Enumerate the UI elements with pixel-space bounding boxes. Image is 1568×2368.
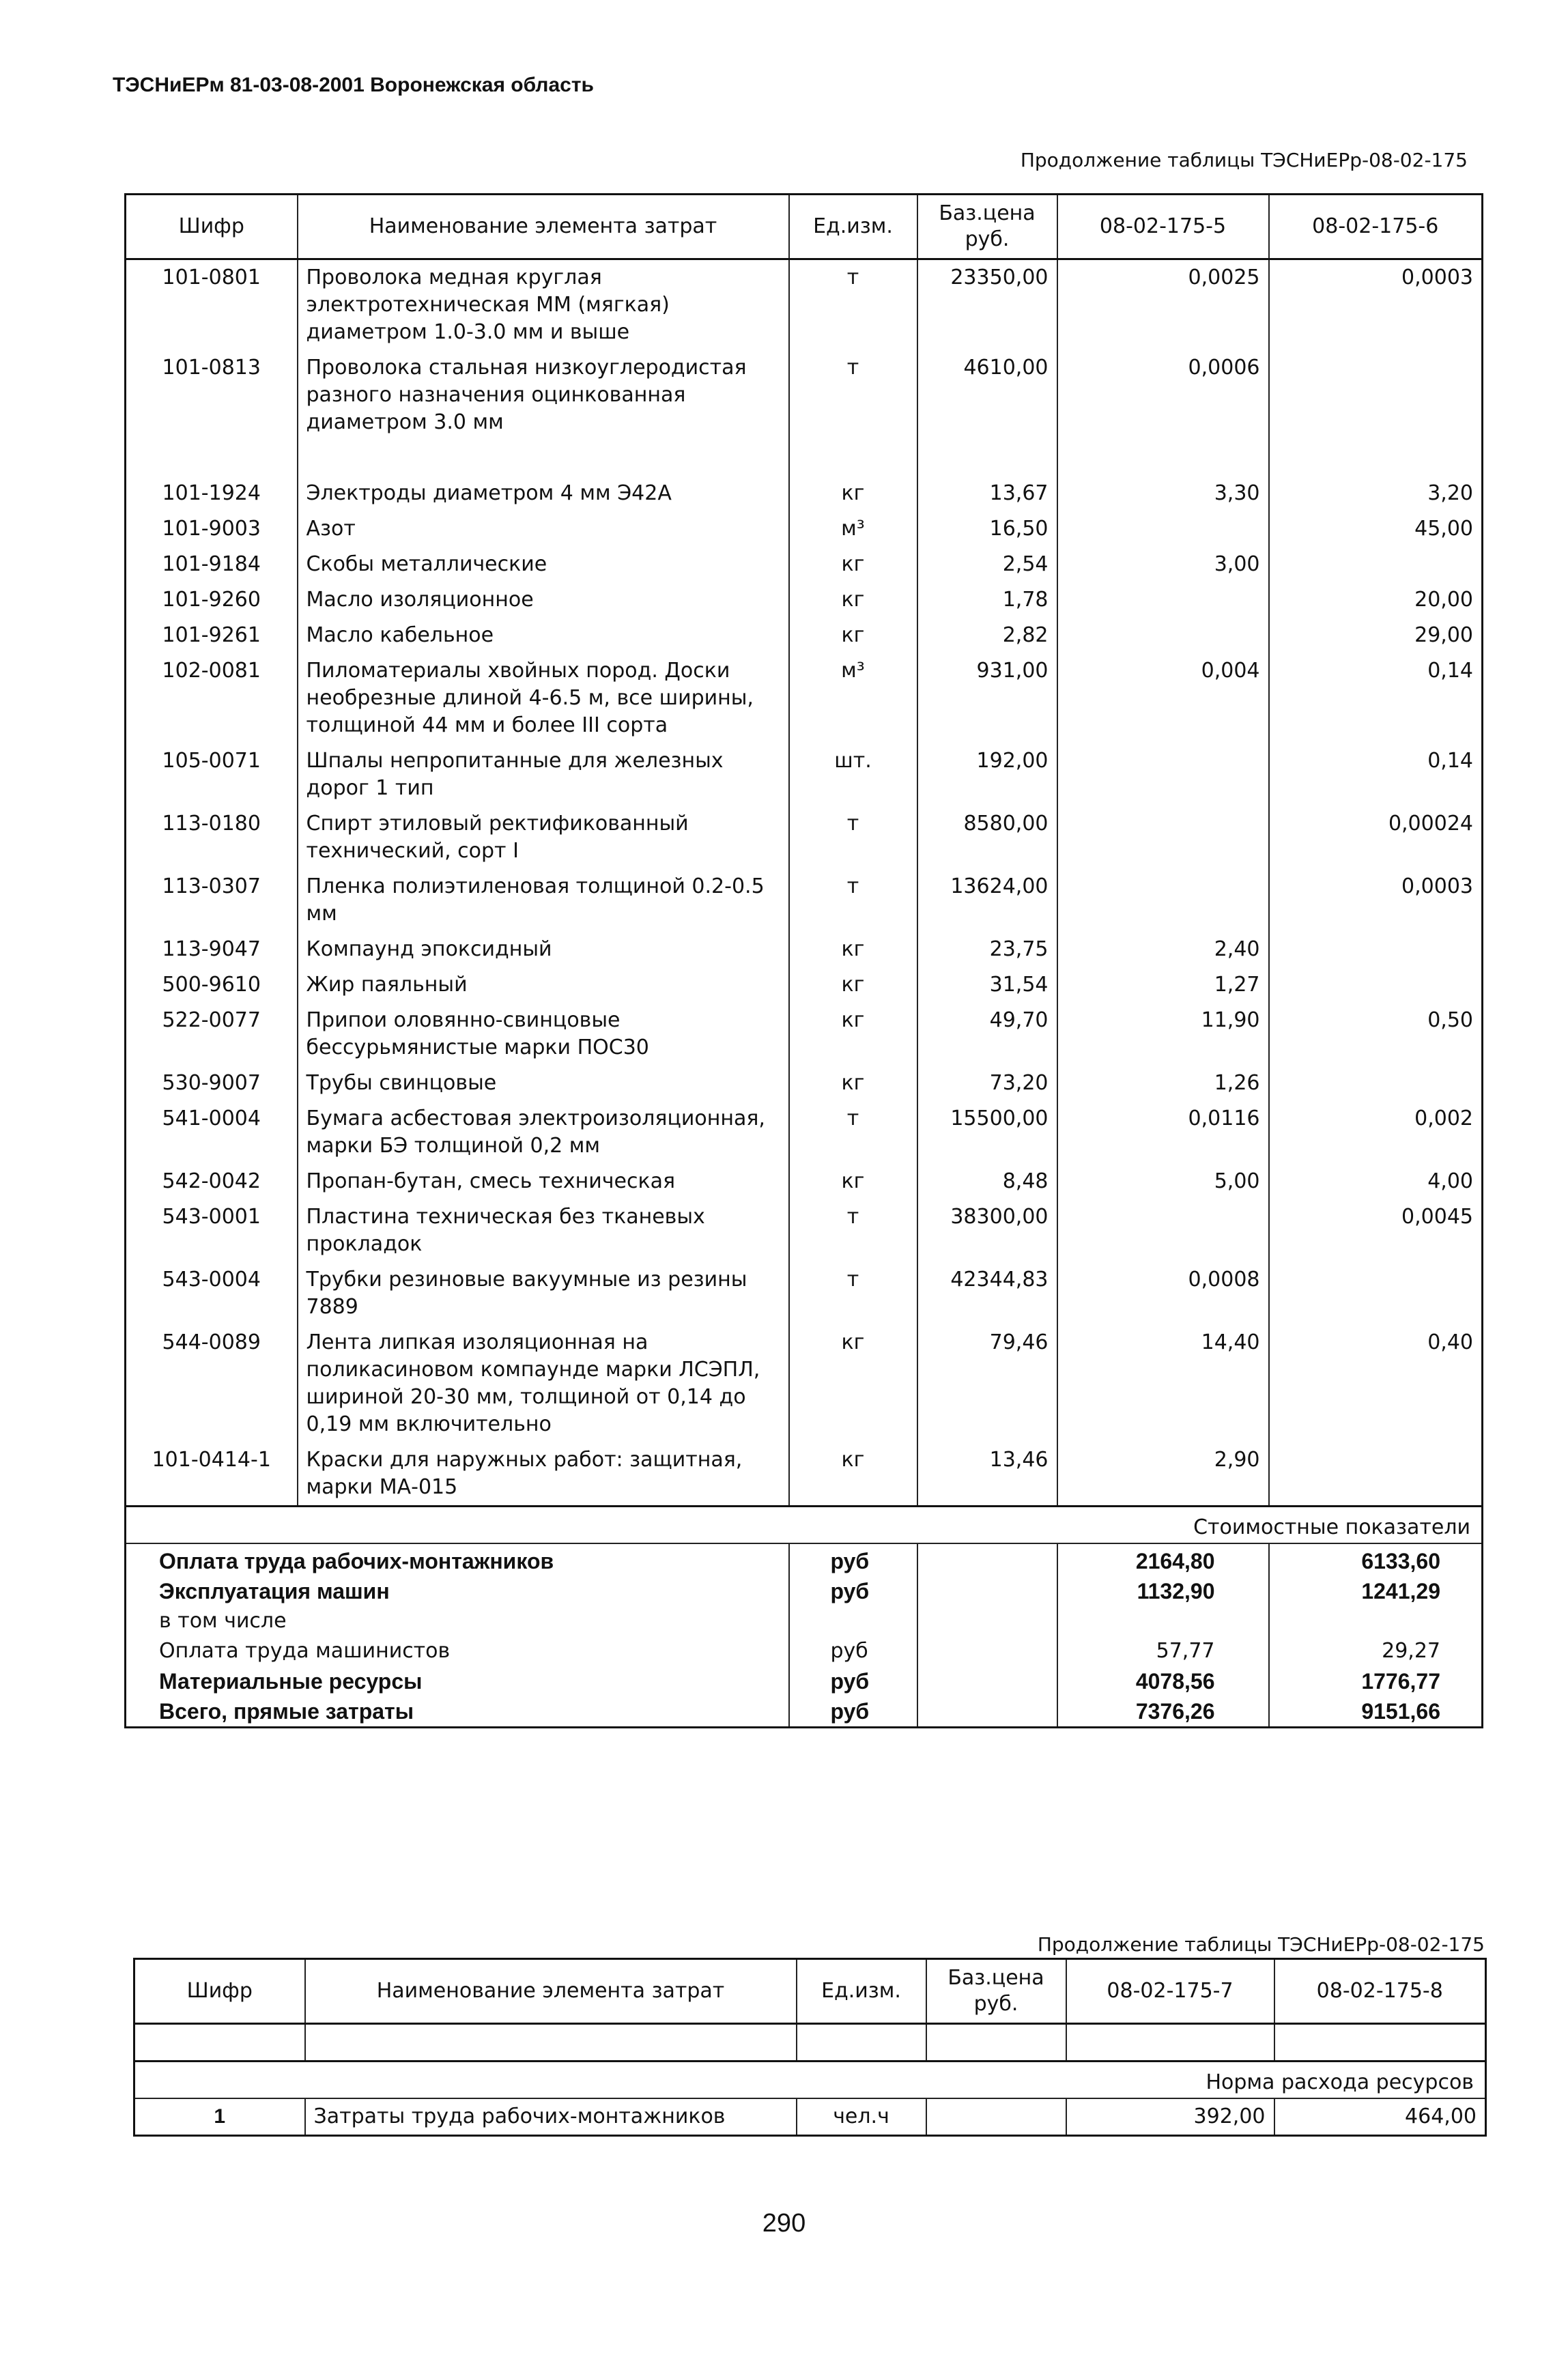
cell-unit: кг bbox=[789, 1442, 917, 1507]
totals-row bbox=[126, 1636, 1483, 1666]
cell-b: 0,00024 bbox=[1269, 806, 1483, 869]
table-row bbox=[126, 618, 1483, 653]
totals-label: Материальные ресурсы bbox=[126, 1666, 789, 1696]
totals-b: 6133,60 bbox=[1269, 1543, 1483, 1576]
cell-name: Азот bbox=[298, 511, 789, 547]
table-row bbox=[126, 547, 1483, 582]
cell-code: 113-0307 bbox=[126, 869, 298, 932]
col-header-b: 08-02-175-6 bbox=[1269, 195, 1483, 259]
cell-price: 13,46 bbox=[917, 1442, 1057, 1507]
totals-label: Оплата труда машинистов bbox=[126, 1636, 789, 1666]
cell-unit: т bbox=[789, 806, 917, 869]
cell-name: Пропан-бутан, смесь техническая bbox=[298, 1164, 789, 1199]
table-continuation-label: Продолжение таблицы ТЭСНиЕРр-08-02-175 bbox=[1037, 1933, 1485, 1956]
table-row bbox=[134, 2098, 1486, 2136]
cell-name: Затраты труда рабочих-монтажников bbox=[305, 2098, 797, 2136]
totals-label: в том числе bbox=[126, 1606, 789, 1636]
cell-b: 0,14 bbox=[1269, 653, 1483, 743]
totals-row bbox=[126, 1576, 1483, 1606]
cell-code: 543-0001 bbox=[126, 1199, 298, 1262]
cell-b: 4,00 bbox=[1269, 1164, 1483, 1199]
cell-unit: кг bbox=[789, 1164, 917, 1199]
cell-price: 8580,00 bbox=[917, 806, 1057, 869]
cell-name: Трубки резиновые вакуумные из резины 7889 bbox=[298, 1262, 789, 1325]
cell-b: 0,0003 bbox=[1269, 259, 1483, 351]
cell-unit: кг bbox=[789, 932, 917, 967]
table-row bbox=[126, 869, 1483, 932]
cell-unit: м³ bbox=[789, 653, 917, 743]
cell-code: 101-9261 bbox=[126, 618, 298, 653]
cell-code: 113-9047 bbox=[126, 932, 298, 967]
cell-code: 102-0081 bbox=[126, 653, 298, 743]
table-row bbox=[126, 350, 1483, 440]
col-header-code: Шифр bbox=[134, 1959, 305, 2024]
totals-label: Всего, прямые затраты bbox=[126, 1696, 789, 1728]
totals-label: Оплата труда рабочих-монтажников bbox=[126, 1543, 789, 1576]
cell-name: Краски для наружных работ: защитная, марки МА-015 bbox=[298, 1442, 789, 1507]
cell-name: Проволока медная круглая электротехническая ММ (мягкая) диаметром 1.0-3.0 мм и выше bbox=[298, 259, 789, 351]
totals-row bbox=[126, 1543, 1483, 1576]
cell-name: Лента липкая изоляционная на поликасиновом компаунде марки ЛСЭПЛ, шириной 20-30 мм, толщиной от 0,14 до 0,19 мм включительно bbox=[298, 1325, 789, 1442]
cell-name: Пластина техническая без тканевых прокладок bbox=[298, 1199, 789, 1262]
cell-a: 0,0116 bbox=[1057, 1101, 1269, 1164]
totals-unit bbox=[789, 1606, 917, 1636]
cell-code: 101-0813 bbox=[126, 350, 298, 440]
cell-name: Пиломатериалы хвойных пород. Доски необрезные длиной 4-6.5 м, все ширины, толщиной 44 мм и более III сорта bbox=[298, 653, 789, 743]
totals-b: 1776,77 bbox=[1269, 1666, 1483, 1696]
table-header-row bbox=[134, 1959, 1486, 2024]
cell-name: Проволока стальная низкоуглеродистая разного назначения оцинкованная диаметром 3.0 мм bbox=[298, 350, 789, 440]
cell-name: Бумага асбестовая электроизоляционная, марки БЭ толщиной 0,2 мм bbox=[298, 1101, 789, 1164]
cell-unit: т bbox=[789, 869, 917, 932]
cell-a bbox=[1057, 582, 1269, 618]
cell-price: 73,20 bbox=[917, 1066, 1057, 1101]
col-header-unit: Ед.изм. bbox=[789, 195, 917, 259]
totals-price bbox=[917, 1543, 1057, 1576]
cell-unit: шт. bbox=[789, 743, 917, 806]
table-row bbox=[126, 1325, 1483, 1442]
cell-unit: кг bbox=[789, 582, 917, 618]
table-row bbox=[126, 967, 1483, 1003]
cell-a: 5,00 bbox=[1057, 1164, 1269, 1199]
totals-a: 1132,90 bbox=[1057, 1576, 1269, 1606]
cell-code: 541-0004 bbox=[126, 1101, 298, 1164]
cell-b: 0,14 bbox=[1269, 743, 1483, 806]
cell-b: 0,0045 bbox=[1269, 1199, 1483, 1262]
cell-price: 2,54 bbox=[917, 547, 1057, 582]
cell-a: 1,27 bbox=[1057, 967, 1269, 1003]
spacer-row bbox=[126, 440, 1483, 476]
table-row bbox=[126, 511, 1483, 547]
table-row bbox=[126, 1066, 1483, 1101]
totals-row bbox=[126, 1606, 1483, 1636]
cell-unit: т bbox=[789, 350, 917, 440]
cell-price: 23350,00 bbox=[917, 259, 1057, 351]
totals-unit: руб bbox=[789, 1636, 917, 1666]
cell-name: Трубы свинцовые bbox=[298, 1066, 789, 1101]
cell-name: Масло кабельное bbox=[298, 618, 789, 653]
totals-a: 4078,56 bbox=[1057, 1666, 1269, 1696]
cell-price: 192,00 bbox=[917, 743, 1057, 806]
totals-label: Эксплуатация машин bbox=[126, 1576, 789, 1606]
cell-b bbox=[1269, 1066, 1483, 1101]
cell-a bbox=[1057, 618, 1269, 653]
cell-price: 31,54 bbox=[917, 967, 1057, 1003]
cell-b: 0,50 bbox=[1269, 1003, 1483, 1066]
table-row bbox=[126, 1003, 1483, 1066]
cell-b: 464,00 bbox=[1274, 2098, 1486, 2136]
table-row bbox=[126, 932, 1483, 967]
table-row bbox=[126, 1262, 1483, 1325]
cell-price: 23,75 bbox=[917, 932, 1057, 967]
totals-a bbox=[1057, 1606, 1269, 1636]
cell-price: 79,46 bbox=[917, 1325, 1057, 1442]
resource-table bbox=[124, 193, 1483, 1728]
cell-code: 105-0071 bbox=[126, 743, 298, 806]
cell-b bbox=[1269, 547, 1483, 582]
cell-price: 13624,00 bbox=[917, 869, 1057, 932]
cell-a: 2,90 bbox=[1057, 1442, 1269, 1507]
cell-a bbox=[1057, 1199, 1269, 1262]
cell-price: 1,78 bbox=[917, 582, 1057, 618]
cell-a: 392,00 bbox=[1066, 2098, 1274, 2136]
section-label: Стоимостные показатели bbox=[126, 1507, 1483, 1544]
cell-unit: кг bbox=[789, 618, 917, 653]
totals-price bbox=[917, 1666, 1057, 1696]
cell-b: 45,00 bbox=[1269, 511, 1483, 547]
cell-name: Скобы металлические bbox=[298, 547, 789, 582]
cell-name: Масло изоляционное bbox=[298, 582, 789, 618]
cell-a bbox=[1057, 806, 1269, 869]
cell-price: 16,50 bbox=[917, 511, 1057, 547]
cell-a: 2,40 bbox=[1057, 932, 1269, 967]
cell-price: 931,00 bbox=[917, 653, 1057, 743]
cell-b: 0,002 bbox=[1269, 1101, 1483, 1164]
totals-price bbox=[917, 1606, 1057, 1636]
cell-code: 101-9003 bbox=[126, 511, 298, 547]
cell-a: 14,40 bbox=[1057, 1325, 1269, 1442]
totals-row bbox=[126, 1696, 1483, 1728]
col-header-unit: Ед.изм. bbox=[797, 1959, 926, 2024]
table-row bbox=[126, 476, 1483, 511]
col-header-a: 08-02-175-7 bbox=[1066, 1959, 1274, 2024]
cell-code: 530-9007 bbox=[126, 1066, 298, 1101]
table-row bbox=[126, 582, 1483, 618]
cell-unit: т bbox=[789, 1101, 917, 1164]
resource-table-2 bbox=[133, 1958, 1487, 2137]
document-header: ТЭСНиЕРм 81-03-08-2001 Воронежская область bbox=[113, 74, 594, 96]
totals-a: 57,77 bbox=[1057, 1636, 1269, 1666]
cell-b: 0,40 bbox=[1269, 1325, 1483, 1442]
cell-unit: т bbox=[789, 259, 917, 351]
cell-code: 101-9184 bbox=[126, 547, 298, 582]
cell-price: 8,48 bbox=[917, 1164, 1057, 1199]
cell-unit: кг bbox=[789, 1066, 917, 1101]
cell-a bbox=[1057, 869, 1269, 932]
cell-a bbox=[1057, 743, 1269, 806]
cell-unit: кг bbox=[789, 547, 917, 582]
cell-b bbox=[1269, 967, 1483, 1003]
section-label: Норма расхода ресурсов bbox=[134, 2062, 1486, 2099]
cell-price bbox=[926, 2098, 1066, 2136]
cell-unit: кг bbox=[789, 1003, 917, 1066]
cell-b: 29,00 bbox=[1269, 618, 1483, 653]
cell-a bbox=[1057, 511, 1269, 547]
table-continuation-label: Продолжение таблицы ТЭСНиЕРр-08-02-175 bbox=[1020, 149, 1468, 171]
cell-unit: кг bbox=[789, 1325, 917, 1442]
col-header-name: Наименование элемента затрат bbox=[305, 1959, 797, 2024]
cell-code: 101-1924 bbox=[126, 476, 298, 511]
cell-code: 101-0801 bbox=[126, 259, 298, 351]
col-header-a: 08-02-175-5 bbox=[1057, 195, 1269, 259]
totals-b: 1241,29 bbox=[1269, 1576, 1483, 1606]
cell-b: 20,00 bbox=[1269, 582, 1483, 618]
cell-a: 0,0025 bbox=[1057, 259, 1269, 351]
cell-b bbox=[1269, 932, 1483, 967]
cell-unit: т bbox=[789, 1262, 917, 1325]
table-row bbox=[126, 653, 1483, 743]
table-row bbox=[126, 259, 1483, 351]
cell-b bbox=[1269, 350, 1483, 440]
cell-name: Припои оловянно-свинцовые бессурьмянистые марки ПОС30 bbox=[298, 1003, 789, 1066]
totals-b: 9151,66 bbox=[1269, 1696, 1483, 1728]
totals-price bbox=[917, 1576, 1057, 1606]
table-row bbox=[126, 743, 1483, 806]
cell-b bbox=[1269, 1442, 1483, 1507]
cell-code: 101-9260 bbox=[126, 582, 298, 618]
cell-unit: кг bbox=[789, 476, 917, 511]
cell-a: 11,90 bbox=[1057, 1003, 1269, 1066]
cell-price: 49,70 bbox=[917, 1003, 1057, 1066]
cell-name: Пленка полиэтиленовая толщиной 0.2-0.5 мм bbox=[298, 869, 789, 932]
cell-unit: кг bbox=[789, 967, 917, 1003]
cell-b bbox=[1269, 1262, 1483, 1325]
totals-unit: руб bbox=[789, 1666, 917, 1696]
cell-price: 13,67 bbox=[917, 476, 1057, 511]
cell-a: 3,00 bbox=[1057, 547, 1269, 582]
col-header-price: Баз.цена руб. bbox=[917, 195, 1057, 259]
cell-code: 542-0042 bbox=[126, 1164, 298, 1199]
totals-row bbox=[126, 1666, 1483, 1696]
cell-price: 2,82 bbox=[917, 618, 1057, 653]
totals-a: 7376,26 bbox=[1057, 1696, 1269, 1728]
cell-code: 544-0089 bbox=[126, 1325, 298, 1442]
cell-name: Спирт этиловый ректификованный технический, сорт I bbox=[298, 806, 789, 869]
totals-unit: руб bbox=[789, 1543, 917, 1576]
cell-a: 3,30 bbox=[1057, 476, 1269, 511]
cell-price: 4610,00 bbox=[917, 350, 1057, 440]
cell-price: 15500,00 bbox=[917, 1101, 1057, 1164]
table-row bbox=[126, 1199, 1483, 1262]
page-number: 290 bbox=[762, 2209, 806, 2238]
col-header-b: 08-02-175-8 bbox=[1274, 1959, 1486, 2024]
table-header-row bbox=[126, 195, 1483, 259]
totals-b: 29,27 bbox=[1269, 1636, 1483, 1666]
totals-price bbox=[917, 1696, 1057, 1728]
cell-name: Электроды диаметром 4 мм Э42А bbox=[298, 476, 789, 511]
col-header-code: Шифр bbox=[126, 195, 298, 259]
section-header-row bbox=[134, 2062, 1486, 2099]
cell-code: 101-0414-1 bbox=[126, 1442, 298, 1507]
totals-unit: руб bbox=[789, 1576, 917, 1606]
table-row bbox=[126, 1101, 1483, 1164]
totals-b bbox=[1269, 1606, 1483, 1636]
totals-a: 2164,80 bbox=[1057, 1543, 1269, 1576]
cell-unit: т bbox=[789, 1199, 917, 1262]
table-row bbox=[126, 806, 1483, 869]
cell-code: 522-0077 bbox=[126, 1003, 298, 1066]
cell-name: Шпалы непропитанные для железных дорог 1 тип bbox=[298, 743, 789, 806]
cell-b: 3,20 bbox=[1269, 476, 1483, 511]
cell-code: 543-0004 bbox=[126, 1262, 298, 1325]
spacer-row bbox=[134, 2024, 1486, 2062]
cell-a: 1,26 bbox=[1057, 1066, 1269, 1101]
cell-code: 1 bbox=[134, 2098, 305, 2136]
cell-a: 0,004 bbox=[1057, 653, 1269, 743]
col-header-price: Баз.цена руб. bbox=[926, 1959, 1066, 2024]
cell-unit: чел.ч bbox=[797, 2098, 926, 2136]
cell-a: 0,0008 bbox=[1057, 1262, 1269, 1325]
cell-code: 113-0180 bbox=[126, 806, 298, 869]
cell-a: 0,0006 bbox=[1057, 350, 1269, 440]
cell-name: Компаунд эпоксидный bbox=[298, 932, 789, 967]
cell-price: 42344,83 bbox=[917, 1262, 1057, 1325]
cell-b: 0,0003 bbox=[1269, 869, 1483, 932]
table-row bbox=[126, 1164, 1483, 1199]
totals-price bbox=[917, 1636, 1057, 1666]
table-row bbox=[126, 1442, 1483, 1507]
section-header-row bbox=[126, 1507, 1483, 1544]
cell-code: 500-9610 bbox=[126, 967, 298, 1003]
col-header-name: Наименование элемента затрат bbox=[298, 195, 789, 259]
cell-unit: м³ bbox=[789, 511, 917, 547]
totals-unit: руб bbox=[789, 1696, 917, 1728]
cell-name: Жир паяльный bbox=[298, 967, 789, 1003]
cell-price: 38300,00 bbox=[917, 1199, 1057, 1262]
